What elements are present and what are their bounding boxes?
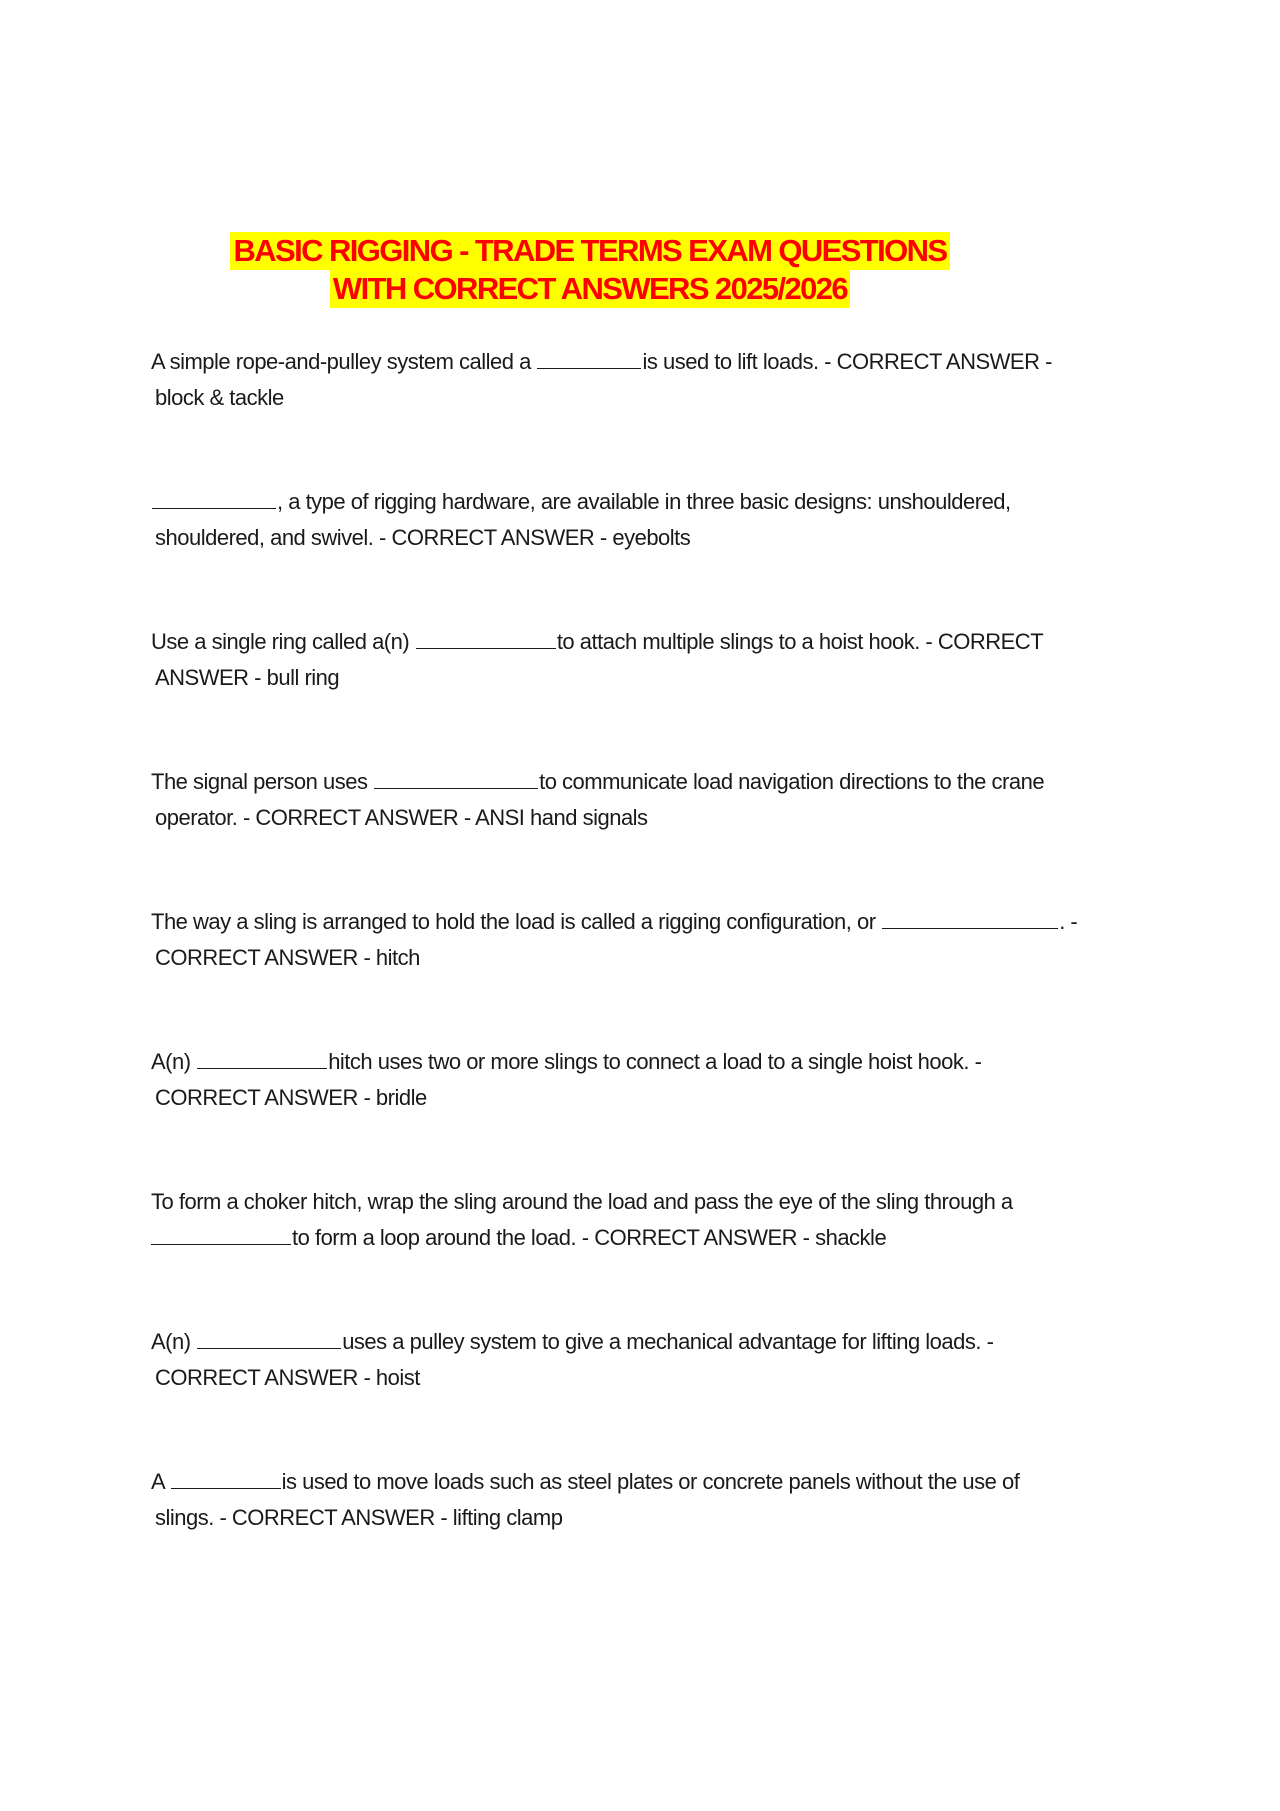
answer-blank [374, 766, 538, 789]
question-text: Use a single ring called a(n) to attach multiple slings to a hoist hook. - CORRECT [151, 624, 1131, 660]
question-text: A(n) hitch uses two or more slings to connect a load to a single hoist hook. - [151, 1044, 1131, 1080]
question-text: A simple rope-and-pulley system called a is used to lift loads. - CORRECT ANSWER - [151, 344, 1131, 380]
question-item [151, 484, 1131, 624]
question-text: The way a sling is arranged to hold the load is called a rigging configuration, or . - [151, 904, 1131, 940]
title-line-2: WITH CORRECT ANSWERS 2025/2026 [330, 270, 850, 308]
answer-blank [416, 626, 556, 649]
answer-blank [151, 1222, 291, 1245]
answer-blank [197, 1046, 327, 1069]
question-text: A is used to move loads such as steel plates or concrete panels without the use of [151, 1464, 1131, 1500]
answer-blank [171, 1466, 281, 1489]
question-item [151, 904, 1131, 1044]
question-item [151, 1044, 1131, 1184]
answer-blank [197, 1326, 341, 1349]
question-text: , a type of rigging hardware, are available in three basic designs: unshouldered, [151, 484, 1131, 520]
answer-text: operator. - CORRECT ANSWER - ANSI hand signals [155, 805, 648, 830]
answer-blank [152, 486, 276, 509]
answer-text: to form a loop around the load. - CORRECT ANSWER - shackle [151, 1220, 1131, 1256]
question-text: The signal person uses to communicate load navigation directions to the crane [151, 764, 1131, 800]
answer-text: ANSWER - bull ring [155, 665, 340, 690]
question-item [151, 1184, 1131, 1324]
question-item [151, 624, 1131, 764]
answer-text: CORRECT ANSWER - bridle [155, 1085, 427, 1110]
answer-text: CORRECT ANSWER - hoist [155, 1365, 420, 1390]
question-item [151, 344, 1131, 484]
question-list [151, 344, 1131, 1604]
question-text: A(n) uses a pulley system to give a mechanical advantage for lifting loads. - [151, 1324, 1131, 1360]
document-title [0, 232, 1180, 308]
answer-text: shouldered, and swivel. - CORRECT ANSWER - eyebolts [155, 525, 691, 550]
answer-blank [537, 346, 641, 369]
title-line-1: BASIC RIGGING - TRADE TERMS EXAM QUESTIONS [230, 232, 949, 270]
question-item [151, 1324, 1131, 1464]
answer-text: block & tackle [155, 385, 284, 410]
question-item [151, 764, 1131, 904]
question-item [151, 1464, 1131, 1604]
question-text: To form a choker hitch, wrap the sling around the load and pass the eye of the sling through a [151, 1189, 1013, 1214]
answer-text: slings. - CORRECT ANSWER - lifting clamp [155, 1505, 563, 1530]
answer-blank [882, 906, 1058, 929]
answer-text: CORRECT ANSWER - hitch [155, 945, 420, 970]
